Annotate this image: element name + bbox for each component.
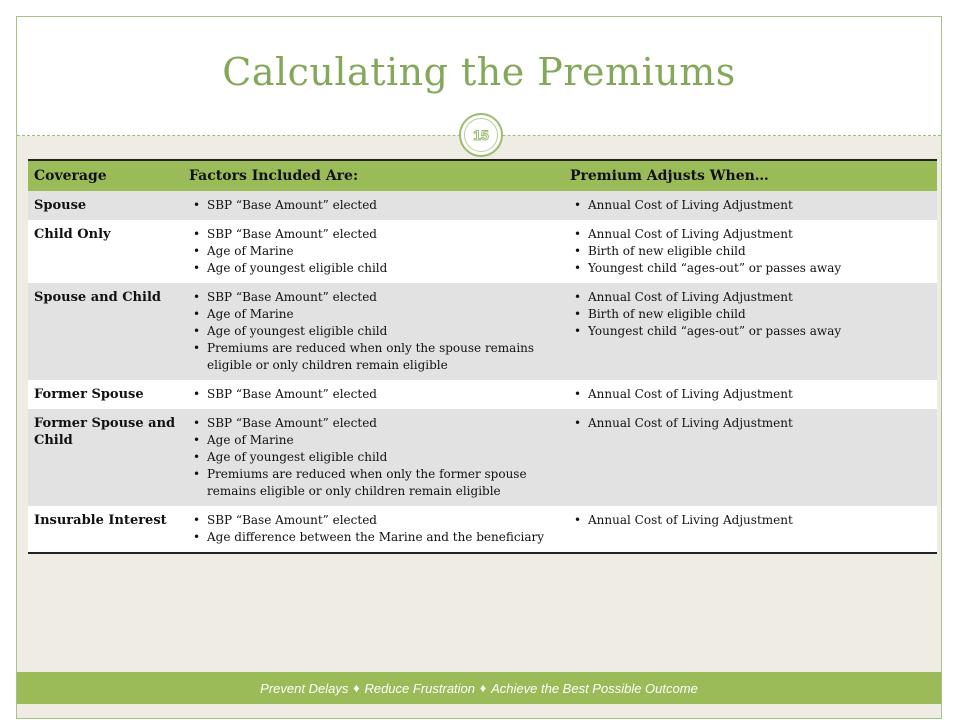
diamond-icon: ♦ <box>480 681 487 695</box>
footer-text-3: Achieve the Best Possible Outcome <box>491 680 698 696</box>
table-row <box>28 220 937 283</box>
list-item: • Annual Cost of Living Adjustment <box>588 226 931 243</box>
table-header-row <box>28 160 937 191</box>
factors-cell <box>183 409 564 506</box>
factors-cell <box>183 283 564 380</box>
list-item: • SBP “Base Amount” elected <box>207 386 558 403</box>
coverage-cell: Spouse and Child <box>28 283 183 380</box>
factors-list <box>189 512 558 546</box>
footer-text-2: Reduce Frustration <box>364 680 476 696</box>
adjusts-cell <box>564 506 937 553</box>
adjusts-list <box>570 386 931 403</box>
list-item: • Birth of new eligible child <box>588 243 931 260</box>
adjusts-list <box>570 415 931 432</box>
factors-cell <box>183 506 564 553</box>
factors-list <box>189 386 558 403</box>
adjusts-cell <box>564 380 937 409</box>
factors-cell <box>183 380 564 409</box>
factors-cell <box>183 191 564 220</box>
list-item: • Premiums are reduced when only the spouse remains eligible or only children remain eligible <box>207 340 558 374</box>
list-item: • Age of Marine <box>207 432 558 449</box>
list-item: • Age of Marine <box>207 306 558 323</box>
list-item: • Annual Cost of Living Adjustment <box>588 197 931 214</box>
list-item: • Age of youngest eligible child <box>207 260 558 277</box>
table-row <box>28 506 937 553</box>
adjusts-cell <box>564 283 937 380</box>
list-item: • Age of Marine <box>207 243 558 260</box>
list-item: • SBP “Base Amount” elected <box>207 226 558 243</box>
list-item: • Youngest child “ages-out” or passes away <box>588 260 931 277</box>
coverage-cell: Spouse <box>28 191 183 220</box>
coverage-cell: Insurable Interest <box>28 506 183 553</box>
factors-list <box>189 226 558 277</box>
list-item: • Youngest child “ages-out” or passes away <box>588 323 931 340</box>
table-row <box>28 380 937 409</box>
header-coverage: Coverage <box>28 160 183 191</box>
coverage-cell: Child Only <box>28 220 183 283</box>
factors-list <box>189 415 558 500</box>
factors-list <box>189 289 558 374</box>
adjusts-list <box>570 512 931 529</box>
page-number-badge <box>459 113 503 157</box>
coverage-cell: Former Spouse and Child <box>28 409 183 506</box>
list-item: • Annual Cost of Living Adjustment <box>588 386 931 403</box>
footer-text-1: Prevent Delays <box>260 680 349 696</box>
header-factors: Factors Included Are: <box>183 160 564 191</box>
list-item: • Age of youngest eligible child <box>207 323 558 340</box>
slide-title: Calculating the Premiums <box>222 50 736 94</box>
list-item: • Annual Cost of Living Adjustment <box>588 289 931 306</box>
list-item: • SBP “Base Amount” elected <box>207 197 558 214</box>
list-item: • Premiums are reduced when only the former spouse remains eligible or only children remain eligible <box>207 466 558 500</box>
premiums-table <box>28 159 937 554</box>
coverage-cell: Former Spouse <box>28 380 183 409</box>
table-row <box>28 409 937 506</box>
page-number: 15 <box>464 118 498 152</box>
footer-banner <box>17 672 941 704</box>
slide <box>16 16 942 719</box>
adjusts-list <box>570 197 931 214</box>
list-item: • SBP “Base Amount” elected <box>207 512 558 529</box>
factors-cell <box>183 220 564 283</box>
adjusts-list <box>570 289 931 340</box>
factors-list <box>189 197 558 214</box>
list-item: • Annual Cost of Living Adjustment <box>588 512 931 529</box>
adjusts-cell <box>564 409 937 506</box>
table-row <box>28 283 937 380</box>
adjusts-cell <box>564 220 937 283</box>
diamond-icon: ♦ <box>353 681 360 695</box>
list-item: • Age of youngest eligible child <box>207 449 558 466</box>
table-row <box>28 191 937 220</box>
list-item: • Birth of new eligible child <box>588 306 931 323</box>
list-item: • SBP “Base Amount” elected <box>207 289 558 306</box>
adjusts-list <box>570 226 931 277</box>
adjusts-cell <box>564 191 937 220</box>
list-item: • Age difference between the Marine and the beneficiary <box>207 529 558 546</box>
list-item: • SBP “Base Amount” elected <box>207 415 558 432</box>
header-adjusts: Premium Adjusts When… <box>564 160 937 191</box>
list-item: • Annual Cost of Living Adjustment <box>588 415 931 432</box>
